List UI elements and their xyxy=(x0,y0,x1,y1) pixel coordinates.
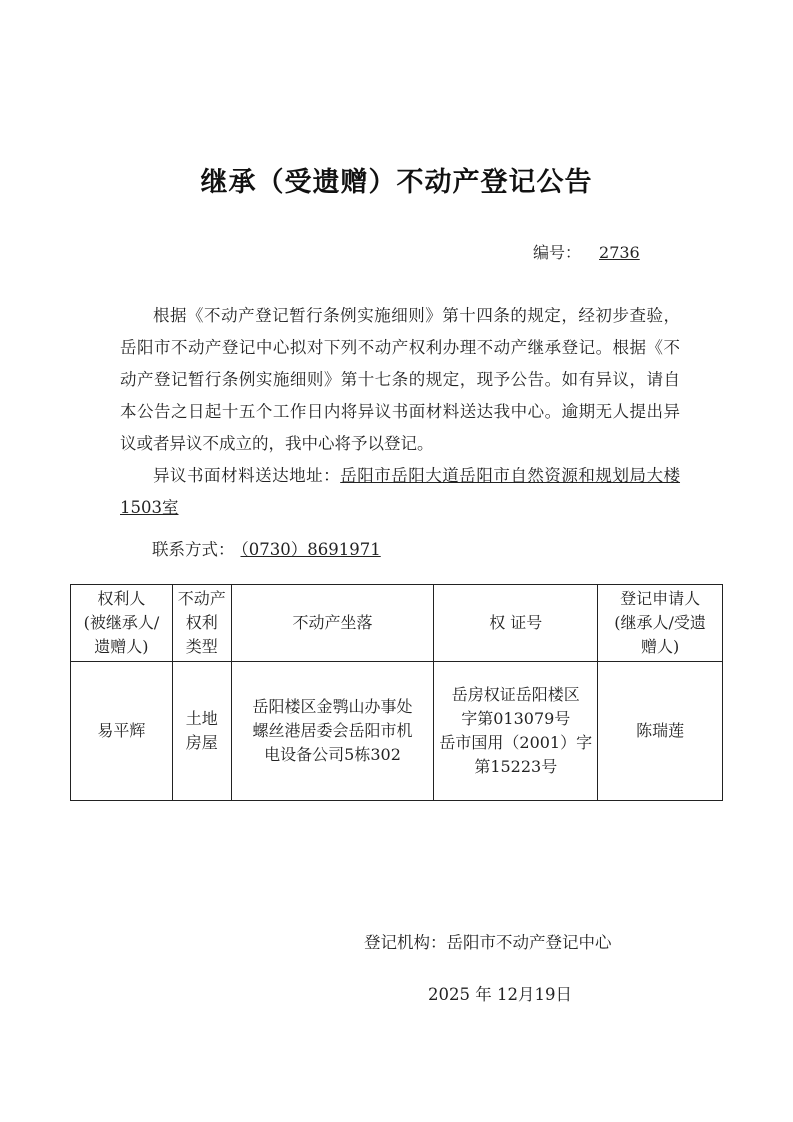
notice-paragraph: 根据《不动产登记暂行条例实施细则》第十四条的规定，经初步查验，岳阳市不动产登记中心拟对下列不动产权利办理不动产继承登记。根据《不动产登记暂行条例实施细则》第十七条的规定，现予公告。如有异议，请自本公告之日起十五个工作日内将异议书面材料送达我中心。逾期无人提出异议或者异议不成立的，我中心将予以登记。 xyxy=(120,306,680,453)
document-number xyxy=(533,240,640,263)
header-applicant: 登记申请人 (继承人/受遗 赠人) xyxy=(598,585,723,662)
header-location: 不动产坐落 xyxy=(231,585,434,662)
header-certificate: 权 证号 xyxy=(434,585,598,662)
cell-applicant: 陈瑞莲 xyxy=(598,662,723,801)
document-number-label: 编号： xyxy=(533,243,582,262)
contact-value: （0730）8691971 xyxy=(240,540,381,559)
table-row xyxy=(71,662,723,801)
notice-date: 2025 年 12月19日 xyxy=(428,985,572,1004)
address-value: 岳阳市岳阳大道岳阳市自然资源和规划局大楼1503室 xyxy=(120,466,681,517)
contact-line xyxy=(152,534,401,566)
address-line xyxy=(120,460,680,524)
cell-location: 岳阳楼区金鹗山办事处 螺丝港居委会岳阳市机 电设备公司5栋302 xyxy=(231,662,434,801)
document-number-value: 2736 xyxy=(599,243,640,262)
address-label: 异议书面材料送达地址： xyxy=(153,466,341,485)
header-right-type: 不动产 权利 类型 xyxy=(172,585,231,662)
cell-certificate: 岳房权证岳阳楼区 字第013079号 岳市国用（2001）字 第15223号 xyxy=(434,662,598,801)
property-table xyxy=(70,584,723,801)
cell-holder: 易平辉 xyxy=(71,662,173,801)
cell-right-type: 土地 房屋 xyxy=(172,662,231,801)
registration-authority: 登记机构：岳阳市不动产登记中心 xyxy=(364,933,612,952)
page-title: 继承（受遗赠）不动产登记公告 xyxy=(200,167,593,198)
notice-body xyxy=(120,300,680,524)
header-holder: 权利人 (被继承人/ 遗赠人) xyxy=(71,585,173,662)
contact-label: 联系方式： xyxy=(152,540,235,559)
table-header-row xyxy=(71,585,723,662)
